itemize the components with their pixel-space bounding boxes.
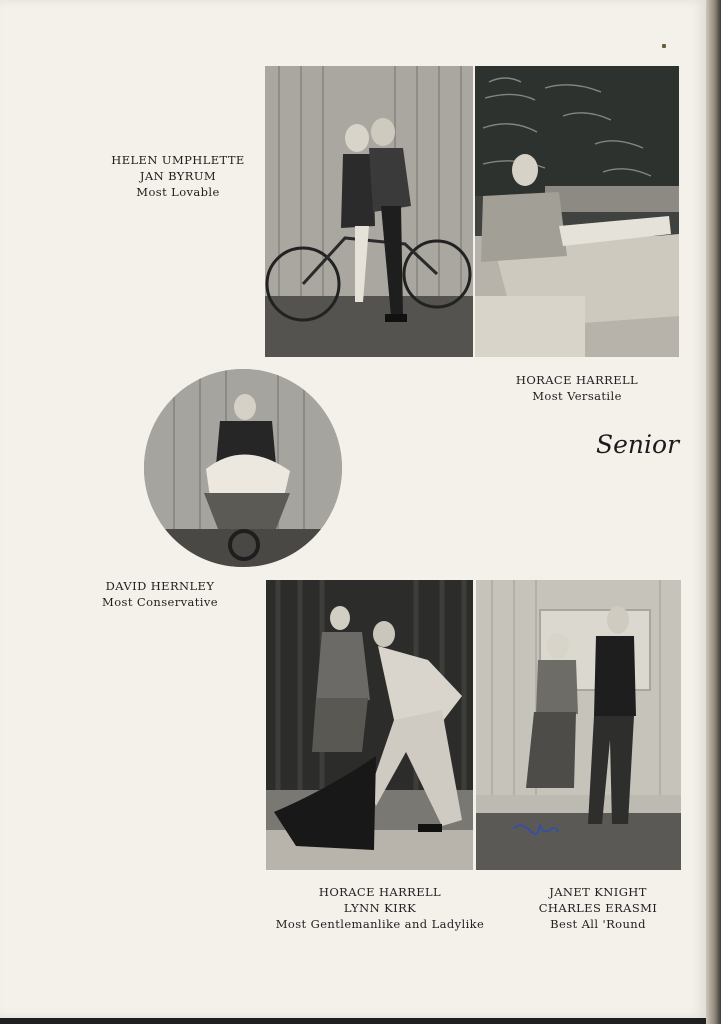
caption-title: Most Lovable — [136, 185, 220, 199]
caption-name: HELEN UMPHLETTE — [111, 153, 245, 167]
caption-title: Most Gentlemanlike and Ladylike — [275, 917, 485, 931]
caption-name: HORACE HARRELL — [515, 373, 639, 387]
photo-wheelbarrow-round — [144, 369, 342, 567]
photo-chalkboard-desk — [475, 66, 679, 357]
page-bottom-edge — [0, 1018, 706, 1024]
caption-title: Most Conservative — [102, 595, 218, 609]
photo-bicycle-couple — [265, 66, 473, 357]
photo-stage-cape — [266, 580, 473, 870]
caption-name: JANET KNIGHT — [549, 885, 647, 899]
photo-couple-posing — [476, 580, 681, 870]
caption-most-gentlemanlike-ladylike — [270, 884, 490, 932]
caption-name: CHARLES ERASMI — [538, 901, 658, 915]
caption-most-lovable — [100, 152, 256, 200]
caption-name: HORACE HARRELL — [318, 885, 442, 899]
page-speck — [662, 44, 666, 48]
caption-title: Best All 'Round — [550, 917, 646, 931]
caption-title: Most Versatile — [532, 389, 622, 403]
caption-most-versatile — [505, 372, 649, 404]
section-title: Senior — [596, 430, 680, 459]
caption-most-conservative — [88, 578, 232, 610]
caption-name: JAN BYRUM — [139, 169, 217, 183]
caption-name: DAVID HERNLEY — [105, 579, 215, 593]
caption-name: LYNN KIRK — [343, 901, 417, 915]
book-spine — [706, 0, 721, 1024]
caption-best-all-round — [518, 884, 678, 932]
